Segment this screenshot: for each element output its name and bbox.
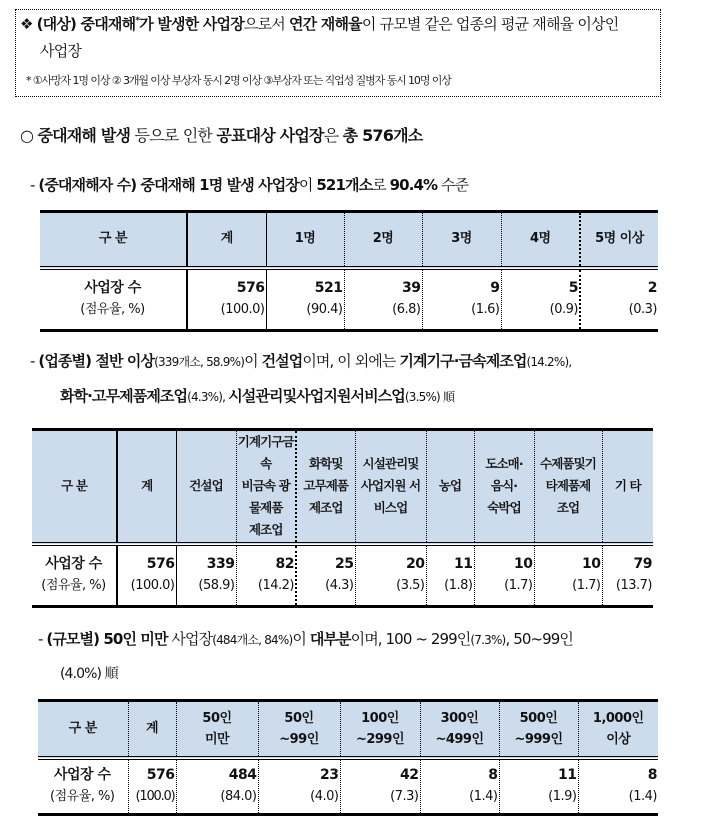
cell-50-99: [258, 758, 340, 815]
share: (14.2): [257, 578, 294, 594]
footnote-marker: *: [135, 16, 140, 26]
header-text: 화학및: [308, 456, 343, 472]
header-chemical-rubber: [296, 430, 355, 544]
header-total: [117, 430, 176, 544]
header-text: 비스업: [373, 500, 408, 516]
share: (1.9): [548, 789, 577, 805]
header-wholesale-retail: [474, 430, 534, 544]
row-label-main: 사업장 수: [45, 556, 102, 573]
header-text: 50인: [284, 710, 314, 726]
share: (100.0): [135, 789, 175, 805]
target-definition-line2: 사업장: [40, 42, 82, 60]
cell-chemical-rubber: [296, 544, 355, 607]
size-text-bold: (규모별) 50인 미만: [46, 630, 168, 648]
table-row: [38, 758, 658, 815]
share: (3.5): [396, 578, 425, 594]
industry-summary-line2: [60, 385, 454, 406]
size-text: 이: [292, 630, 310, 648]
header-other: [602, 430, 653, 544]
share: (4.0): [310, 789, 339, 805]
industry-text: 이며, 이 외에는: [302, 352, 400, 370]
count: 82: [275, 556, 294, 573]
header-100-299: [340, 701, 420, 758]
cell-300-499: [420, 758, 499, 815]
share: (100.0): [130, 578, 175, 594]
header-text: 고무제품: [303, 478, 349, 494]
header-facility-management: [355, 430, 426, 544]
header-text: 구 분: [68, 720, 97, 736]
industry-text-small: (14.2%),: [526, 355, 572, 369]
cell-1-person: [266, 268, 344, 331]
header-text: 50인: [202, 710, 232, 726]
severity-text-bold: (중대재해자 수) 중대재해 1명 발생 사업장: [38, 176, 299, 194]
header-total: [128, 701, 176, 758]
count: 521: [314, 280, 343, 297]
summary-text-bold: 중대재해 발생: [37, 126, 131, 145]
header-text: 타제품제: [545, 478, 591, 494]
row-label-sub: (점유율, %): [80, 302, 145, 318]
header-text: 음식·: [490, 478, 518, 494]
count: 11: [558, 767, 577, 784]
header-category: [38, 701, 128, 758]
circle-bullet-icon: ○: [20, 126, 34, 145]
size-text-small: (7.3%): [470, 633, 506, 647]
header-text: ~999인: [514, 731, 563, 747]
header-text: 100인: [361, 710, 399, 726]
header-text: 건설업: [189, 478, 223, 494]
count: 11: [454, 556, 473, 573]
share: (13.7): [615, 578, 652, 594]
header-text: 미만: [204, 731, 230, 747]
header-machinery-metal: [236, 430, 296, 544]
header-50-99: [258, 701, 340, 758]
header-5plus-person: 5명 이상: [580, 212, 658, 268]
header-agriculture: [426, 430, 474, 544]
share: (1.4): [628, 789, 657, 805]
row-label: [40, 268, 187, 331]
count: 2: [647, 280, 657, 297]
cell-machinery-metal: [236, 544, 296, 607]
count: 5: [568, 280, 578, 297]
target-label: (대상) 중대재해: [36, 15, 136, 33]
dash-bullet: -: [38, 630, 47, 648]
header-text: 구 분: [61, 478, 87, 494]
count: 25: [335, 556, 354, 573]
severity-summary: [30, 174, 468, 195]
row-label-main: 사업장 수: [84, 280, 141, 297]
summary-text: 등으로 인한: [130, 126, 217, 145]
cell-1000-plus: [578, 758, 658, 815]
row-label-sub: (점유율, %): [50, 789, 115, 805]
cell-under-50: [176, 758, 258, 815]
footnote: * ①사망자 1명 이상 ② 3개월 이상 부상자 동시 2명 이상 ③부상자 또는 직업성 질병자 동시 10명 이상: [26, 74, 451, 87]
header-under-50: [176, 701, 258, 758]
header-text: 비금속 광: [241, 478, 290, 493]
table-row: [40, 268, 658, 331]
share: (1.8): [444, 578, 473, 594]
count: 576: [236, 280, 265, 297]
industry-text-small: (3.5%) 順: [404, 390, 455, 404]
target-text: 으로서: [243, 15, 289, 33]
share: (0.3): [628, 302, 657, 318]
header-2-person: 2명: [344, 212, 422, 268]
header-text: 숙박업: [487, 500, 521, 516]
size-text: , 50~99인: [505, 630, 574, 648]
count: 576: [146, 556, 175, 573]
industry-text-bold: 화학·고무제품제조업: [60, 387, 188, 405]
cell-construction: [176, 544, 236, 607]
count: 79: [633, 556, 652, 573]
share: (100.0): [220, 302, 265, 318]
header-total: 계: [187, 212, 266, 268]
count: 23: [320, 767, 339, 784]
severity-pct: 90.4%: [389, 176, 438, 194]
header-text: 농업: [438, 478, 462, 494]
table-header-row: [38, 701, 658, 758]
size-summary-line2: (4.0%) 順: [60, 666, 118, 682]
cell-5plus-person: [580, 268, 658, 331]
industry-text-bold: 시설관리및사업지원서비스업: [228, 387, 405, 405]
cell-3-person: [422, 268, 501, 331]
header-text: 시설관리및: [362, 456, 419, 472]
header-text: ~299인: [355, 731, 405, 747]
share: (1.4): [469, 789, 498, 805]
summary-line: [20, 123, 422, 146]
header-construction: [176, 430, 236, 544]
count: 10: [514, 556, 533, 573]
cell-total: [128, 758, 176, 815]
size-table: [38, 699, 658, 816]
header-text: 수제품및기: [540, 456, 596, 472]
share: (1.6): [471, 302, 500, 318]
count: 576: [146, 767, 175, 784]
severity-text: 수준: [437, 176, 469, 194]
row-label: [32, 544, 117, 607]
share: (6.8): [392, 302, 421, 318]
header-500-999: [499, 701, 578, 758]
count: 39: [402, 280, 421, 297]
header-1-person: 1명: [266, 212, 344, 268]
header-300-499: [420, 701, 499, 758]
size-text-small: (484개소, 84%): [212, 633, 293, 647]
header-category: 구 분: [40, 212, 187, 268]
industry-text-bold: (업종별) 절반 이상: [38, 352, 155, 370]
size-summary-line1: [38, 628, 573, 649]
share: (1.7): [504, 578, 533, 594]
industry-text-small: (4.3%),: [187, 390, 229, 404]
header-text: 사업지원 서: [360, 478, 421, 494]
header-text: 제조업: [308, 500, 343, 516]
row-label-sub: (점유율, %): [41, 578, 106, 594]
cell-other: [602, 544, 653, 607]
header-text: ~499인: [435, 731, 484, 747]
share: (4.3): [325, 578, 354, 594]
target-text: 이 규모별 같은 업종의 평균 재해율 이상인: [361, 15, 619, 33]
share: (0.9): [549, 302, 578, 318]
count: 20: [406, 556, 425, 573]
industry-table: [32, 428, 653, 608]
header-category: [32, 430, 117, 544]
cell-agriculture: [426, 544, 474, 607]
header-text: 계: [145, 720, 159, 736]
count: 339: [206, 556, 235, 573]
severity-table: [40, 210, 658, 332]
header-text: 제조업: [248, 522, 283, 537]
header-text: 계: [141, 478, 153, 494]
header-text: 300인: [440, 710, 479, 726]
share: (1.7): [572, 578, 601, 594]
summary-text-bold: 공표대상 사업장: [216, 126, 324, 145]
share: (90.4): [306, 302, 343, 318]
share: (84.0): [220, 789, 257, 805]
header-1000-plus: [578, 701, 658, 758]
header-text: ~99인: [279, 731, 319, 747]
target-definition-line: [20, 13, 618, 34]
summary-total: 총 576개소: [342, 126, 423, 145]
target-text-bold: 가 발생한 사업장: [139, 15, 244, 33]
header-handicraft: [534, 430, 602, 544]
count: 9: [490, 280, 500, 297]
cell-total: [187, 268, 266, 331]
cell-total: [117, 544, 176, 607]
header-4-person: 4명: [501, 212, 580, 268]
industry-text-bold: 건설업: [261, 352, 303, 370]
header-text: 도소매·: [485, 456, 523, 472]
share: (58.9): [198, 578, 235, 594]
summary-text: 은: [323, 126, 343, 145]
target-text-bold: 연간 재해율: [288, 15, 362, 33]
header-text: 물제품: [248, 500, 283, 515]
header-text: 조업: [556, 500, 580, 516]
severity-text: 이: [298, 176, 317, 194]
count: 8: [488, 767, 498, 784]
size-text: 이며, 100 ~ 299인: [350, 630, 471, 648]
table-header-row: [40, 212, 658, 268]
cell-4-person: [501, 268, 580, 331]
size-text-bold: 대부분: [309, 630, 351, 648]
industry-text-bold: 기계기구·금속제조업: [399, 352, 527, 370]
size-text: 사업장: [167, 630, 213, 648]
count: 10: [582, 556, 601, 573]
header-3-person: 3명: [422, 212, 501, 268]
cell-500-999: [499, 758, 578, 815]
table-row: [32, 544, 653, 607]
cell-100-299: [340, 758, 420, 815]
severity-text: 로: [372, 176, 390, 194]
header-text: 기계기구금: [237, 434, 294, 449]
row-label: [38, 758, 128, 815]
diamond-bullet-icon: ❖: [20, 15, 33, 33]
dash-bullet: -: [30, 352, 39, 370]
industry-text: 이: [244, 352, 262, 370]
count: 484: [228, 767, 257, 784]
cell-2-person: [344, 268, 422, 331]
header-text: 500인: [519, 710, 558, 726]
severity-count: 521개소: [316, 176, 373, 194]
cell-handicraft: [534, 544, 602, 607]
row-label-main: 사업장 수: [54, 767, 111, 784]
cell-facility-management: [355, 544, 426, 607]
dash-bullet: -: [30, 176, 39, 194]
count: 42: [400, 767, 419, 784]
table-header-row: [32, 430, 653, 544]
cell-wholesale-retail: [474, 544, 534, 607]
header-text: 1,000인: [592, 710, 644, 726]
share: (7.3): [390, 789, 419, 805]
industry-summary-line1: [30, 350, 571, 371]
header-text: 속: [260, 456, 272, 471]
header-text: 기 타: [614, 478, 641, 494]
industry-text-small: (339개소, 58.9%): [154, 355, 245, 369]
header-text: 이상: [606, 731, 631, 747]
count: 8: [647, 767, 657, 784]
